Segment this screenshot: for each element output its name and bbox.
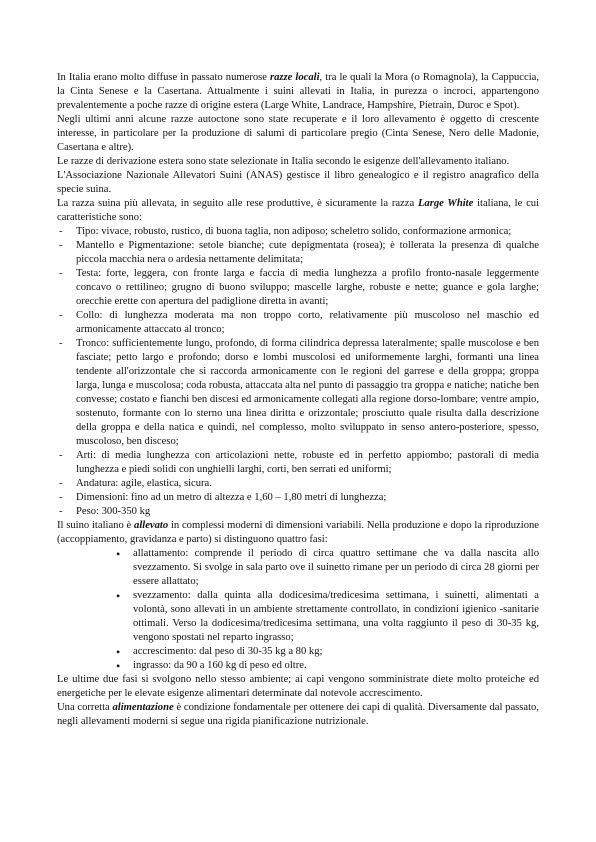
- paragraph-native-breeds: Negli ultimi anni alcune razze autoctone sono state recuperate e il loro allevamento è oggetto di crescente interesse, in particolare per la produzione di salumi di particolare pregio (Cinta Senese, Nero delle Madonie, Casertana e altre).: [57, 114, 539, 153]
- emphasis-allevato: allevato: [134, 520, 169, 531]
- list-item: - Collo: di lunghezza moderata ma non troppo corto, relativamente più muscoloso nel maschio ed armonicamente attaccato al tronco;: [57, 309, 539, 337]
- phases-list: [105, 547, 539, 673]
- paragraph-local-breeds: [57, 71, 539, 113]
- text: La razza suina più allevata, in seguito alle rese produttive, è sicuramente la razza: [57, 198, 418, 209]
- paragraph-diets: Le ultime due fasi si svolgono nello stesso ambiente; ai capi vengono somministrate diete molto proteiche ed energetiche per le elevate esigenze alimentari determinate dal notevole accrescimento.: [57, 674, 539, 699]
- traits-list: [57, 225, 539, 519]
- list-item: - Dimensioni: fino ad un metro di altezza e 1,60 – 1,80 metri di lunghezza;: [57, 491, 539, 505]
- paragraph-nutrition: [57, 701, 539, 729]
- paragraph-foreign-breeds: Le razze di derivazione estera sono state selezionate in Italia secondo le esigenze dell'allevamento italiano.: [57, 156, 510, 167]
- paragraph-anas: L'Associazione Nazionale Allevatori Suini (ANAS) gestisce il libro genealogico e il registro anagrafico della specie suina.: [57, 170, 539, 195]
- list-item: - Arti: di media lunghezza con articolazioni nette, robuste ed in perfetto appiombo; pastorali di media lunghezza e piedi solidi con unghielli larghi, corti, ben serrati ed uniformi;: [57, 449, 539, 477]
- list-item: - Mantello e Pigmentazione: setole bianche; cute depigmentata (rosea); è tollerata la presenza di qualche piccola macchia nera o ardesia nettamente delimitata;: [57, 239, 539, 267]
- list-item: • svezzamento: dalla quinta alla dodicesima/tredicesima settimana, i suinetti, alimentati a volontà, sono allevati in un ambiente strettamente controllato, in condizioni igienico -sanitarie ottimali. Verso la dodicesima/tredicesima settimana, una volta raggiunto il peso di 30-35 kg, vengono spostati nel reparto ingrasso;: [105, 589, 539, 645]
- paragraph-breeding: [57, 519, 539, 547]
- list-item: - Peso: 300-350 kg: [57, 505, 539, 519]
- list-item: - Testa: forte, leggera, con fronte larga e faccia di media lunghezza a profilo fronto-nasale leggermente concavo o rettilineo; grugno di buono sviluppo; mascelle larghe, robuste e nette; guance e gola larghe; orecchie erette con apertura del padiglione diretta in avanti;: [57, 267, 539, 309]
- text: In Italia erano molto diffuse in passato numerose: [57, 72, 270, 83]
- paragraph-large-white: [57, 197, 539, 225]
- list-item: • ingrasso: da 90 a 160 kg di peso ed oltre.: [105, 659, 539, 673]
- list-item: - Andatura: agile, elastica, sicura.: [57, 477, 539, 491]
- text: è condizione fondamentale per ottenere dei capi di qualità. Diversamente dal passato, negli allevamenti moderni si segue una rigida pianificazione nutrizionale.: [57, 702, 539, 727]
- text: , tra le quali la Mora (o Romagnola), la Cappuccia, la Cinta Senese e la Casertana. Attualmente i suini allevati in Italia, in purezza o incroci, appartengono prevalentemente a poche razze di origine estera (Large White, Landrace, Hampshire, Pietrain, Duroc e Spot).: [57, 72, 539, 111]
- text: Una corretta: [57, 702, 113, 713]
- emphasis-alimentazione: alimentazione: [112, 702, 174, 713]
- document-page: [57, 71, 539, 729]
- text: Il suino italiano è: [57, 520, 135, 531]
- emphasis-large-white: Large White: [417, 198, 474, 209]
- list-item: • accrescimento: dal peso di 30-35 kg a 80 kg;: [105, 645, 539, 659]
- emphasis-razze-locali: razze locali: [270, 72, 320, 83]
- text: italiana, le cui caratteristiche sono:: [57, 198, 540, 223]
- list-item: - Tipo: vivace, robusto, rustico, di buona taglia, non adiposo; scheletro solido, conformazione armonica;: [57, 225, 539, 239]
- list-item: • allattamento: comprende il periodo di circa quattro settimane che va dalla nascita allo svezzamento. Si svolge in sala parto ove il suinetto rimane per un periodo di circa 28 giorni per essere allattato;: [105, 547, 539, 589]
- text: in complessi moderni di dimensioni variabili. Nella produzione e dopo la riproduzione (accoppiamento, gravidanza e parto) si distinguono quattro fasi:: [57, 520, 539, 545]
- list-item: - Tronco: sufficientemente lungo, profondo, di forma cilindrica depressa lateralmente; spalle muscolose e ben fasciate; petto largo e profondo; dorso e lombi muscolosi ed uniformemente larghi, formanti una linea tendente all'orizzontale che si raccorda armonicamente con le regioni del garrese e della groppa; groppa larga, lunga e muscolosa; coda robusta, attaccata alta nel punto di passaggio tra groppa e natiche; natiche ben convesse; costato e fianchi ben discesi ed armonicamente collegati alla regione dorso-lombare; ventre ampio, sostenuto, formante con lo sterno una linea diritta e orizzontale; prosciutto quale risulta dalla descrizione della groppa e della natica e quindi, nel complesso, molto sviluppato in senso antero-posteriore, spesso, muscoloso, ben disceso;: [57, 337, 539, 449]
